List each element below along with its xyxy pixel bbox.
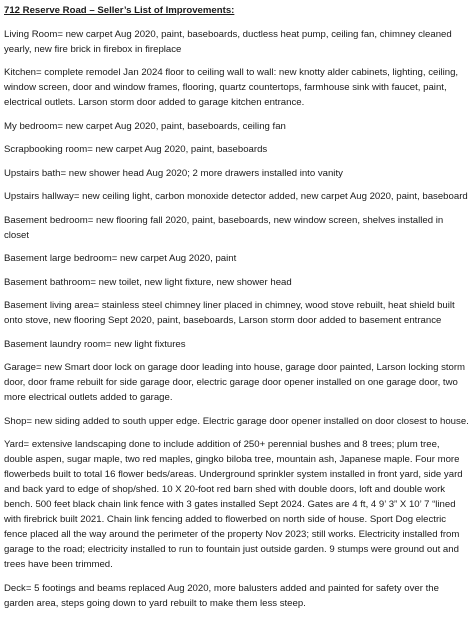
paragraph-shop: Shop= new siding added to south upper edge. Electric garage door opener installed on door closest to house. — [4, 415, 469, 427]
document-title: 712 Reserve Road – Seller’s List of Improvements: — [4, 5, 235, 16]
paragraph-scrapbooking-room: Scrapbooking room= new carpet Aug 2020, paint, baseboards — [4, 144, 268, 155]
paragraph-basement-large-bedroom: Basement large bedroom= new carpet Aug 2020, paint — [4, 253, 237, 264]
paragraph-my-bedroom: My bedroom= new carpet Aug 2020, paint, baseboards, ceiling fan — [4, 120, 286, 132]
paragraph-deck: Deck= 5 footings and beams replaced Aug 2020, more balusters added and painted for safety over the garden area, steps going down to yard rebuilt to make them less steep. — [4, 582, 439, 609]
paragraph-yard: Yard= extensive landscaping done to include addition of 250+ perennial bushes and 8 trees; plum tree, double aspen, sugar maple, two red maples, gingko biloba tree, mountain ash, Japanese maple. Four more flowerbeds built to total 16 flower beds/areas. Underground sprinkler system installed in front yard, side yard and back yard to edge of shop/shed. 10 X 20-foot red barn shed with double doors, loft and double work bench. 500 feet black chain link fence with 3 gates installed Sept 2024. Gates are 4 ft, 4 9’ 3” X 10’ 7 “lined with firebrick built 2021. Chain link fencing added to flowerbed on north side of house. Sport Dog electric fence placed all the way around the perimeter of the property Nov 2023; still works. Electricity installed from garage to the road; electricity installed to run to fountain just outside garden. 9 stumps were ground out and trees have been trimmed. — [4, 439, 463, 570]
paragraph-basement-laundry-room: Basement laundry room= new light fixtures — [4, 338, 186, 350]
paragraph-upstairs-hallway: Upstairs hallway= new ceiling light, carbon monoxide detector added, new carpet Aug 2020, paint, baseboard — [4, 191, 468, 202]
paragraph-kitchen: Kitchen= complete remodel Jan 2024 floor to ceiling wall to wall: new knotty alder cabinets, lighting, ceiling, window screen, door and window frames, flooring, quartz countertops, farmhouse sink with faucet, paint, electrical outlets. Larson storm door added to garage kitchen entrance. — [4, 67, 459, 108]
paragraph-garage: Garage= new Smart door lock on garage door leading into house, garage door painted, Larson locking storm door, door frame rebuilt for side garage door, electric garage door opener installed on one garage door, two more electrical outlets added to garage. — [4, 362, 466, 403]
paragraph-living-room: Living Room= new carpet Aug 2020, paint, baseboards, ductless heat pump, ceiling fan, chimney cleaned yearly, new fire brick in firebox in fireplace — [4, 28, 452, 55]
document-page — [4, 3, 470, 619]
paragraph-basement-bedroom: Basement bedroom= new flooring fall 2020, paint, baseboards, new window screen, shelves installed in closet — [4, 214, 444, 241]
paragraph-upstairs-bath: Upstairs bath= new shower head Aug 2020; 2 more drawers installed into vanity — [4, 167, 343, 179]
paragraph-basement-bathroom: Basement bathroom= new toilet, new light fixture, new shower head — [4, 276, 292, 288]
paragraph-basement-living-area: Basement living area= stainless steel chimney liner placed in chimney, wood stove rebuilt, heat shield built onto stove, new flooring Sept 2020, paint, baseboards, Larson storm door added to basement entrance — [4, 300, 455, 326]
